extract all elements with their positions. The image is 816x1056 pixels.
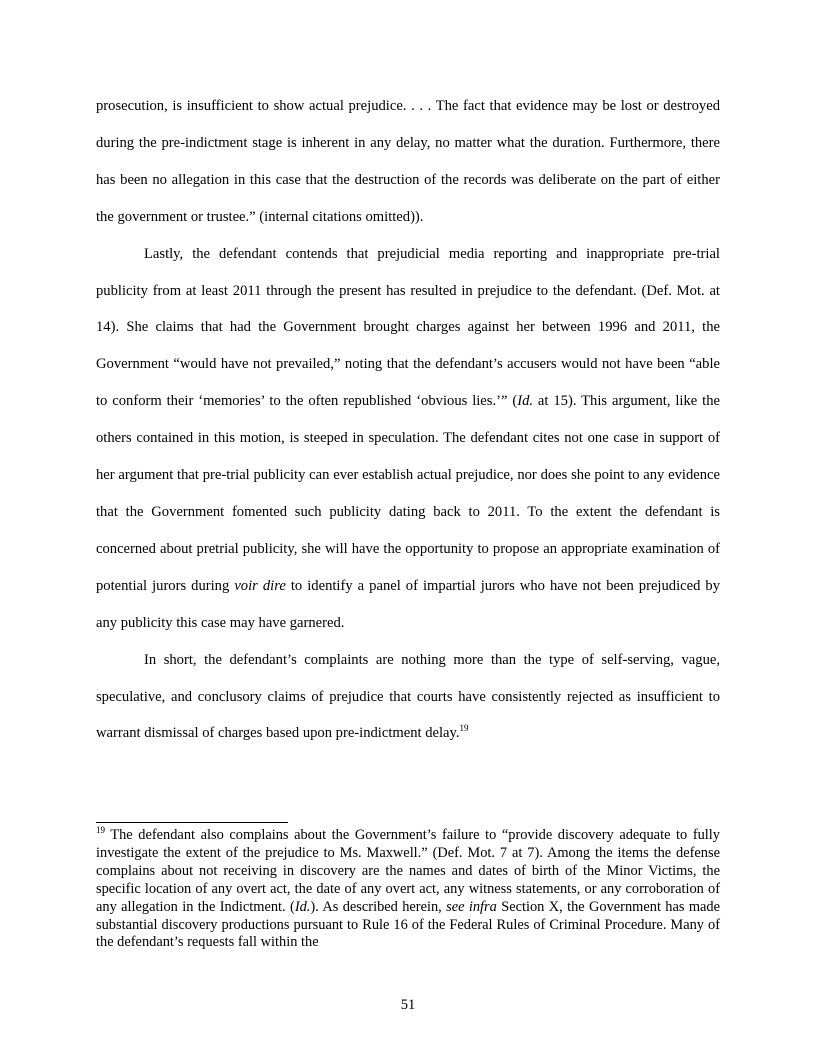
- footnote-divider: [96, 822, 288, 823]
- footnote-number: 19: [96, 825, 105, 836]
- footnote-reference: 19: [459, 723, 469, 734]
- voir-dire-term: voir dire: [234, 577, 286, 594]
- footnote-id-citation: Id.: [294, 898, 311, 915]
- footnote-19: $^{19}$ The defendant also complains about the Government’s failure to “provide discovery adequate to fully investigate the extent of the prejudice to Ms. Maxwell.” (Def. Mot. 7 at 7). Among the items the defense complains about not receiving in discovery are the names and dates of birth of the Minor Victims, the specific location of any overt act, the date of any overt act, any witness statements, or any corroboration of any allegation in the Indictment. (Id.). As described herein, see infra Section X, the Government has made substantial discovery productions pursuant to Rule 16 of the Federal Rules of Criminal Procedure. Many of the defendant’s requests fall within the: [96, 825, 720, 951]
- see-infra-signal: see infra: [446, 898, 497, 915]
- paragraph-publicity: Lastly, the defendant contends that prejudicial media reporting and inappropriate pre-trial publicity from at least 2011 through the present has resulted in prejudice to the defendant. (Def. Mot. at 14). She claims that had the Government brought charges against her between 1996 and 2011, the Government “would have not prevailed,” noting that the defendant’s accusers would not have been “able to conform their ‘memories’ to the often republished ‘obvious lies.’” (Id. at 15). This argument, like the others contained in this motion, is steeped in speculation. The defendant cites not one case in support of her argument that pre-trial publicity can ever establish actual prejudice, nor does she point to any evidence that the Government fomented such publicity dating back to 2011. To the extent the defendant is concerned about pretrial publicity, she will have the opportunity to propose an appropriate examination of potential jurors during voir dire to identify a panel of impartial jurors who have not been prejudiced by any publicity this case may have garnered.: [96, 245, 720, 631]
- paragraph-conclusion: In short, the defendant’s complaints are nothing more than the type of self-serving, vague, speculative, and conclusory claims of prejudice that courts have consistently rejected as insufficient to warrant dismissal of charges based upon pre-indictment delay.$^{19}$: [96, 651, 720, 742]
- id-citation: Id.: [517, 393, 534, 410]
- body-text: [96, 88, 720, 752]
- page-number: 51: [400, 997, 416, 1013]
- paragraph-continuation: prosecution, is insufficient to show actual prejudice. . . . The fact that evidence may be lost or destroyed during the pre-indictment stage is inherent in any delay, no matter what the duration. Furthermore, there has been no allegation in this case that the destruction of the records was deliberate on the part of either the government or trustee.” (internal citations omitted)).: [96, 98, 720, 225]
